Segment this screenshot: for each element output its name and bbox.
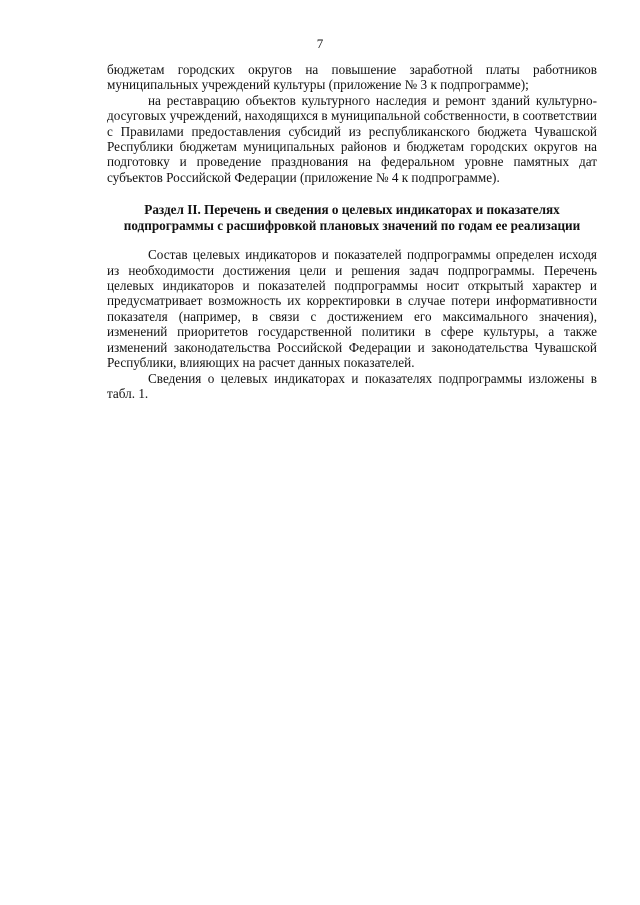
- section-heading: [107, 202, 597, 234]
- paragraph-subsidy-restoration: на реставрацию объектов культурного наследия и ремонт зданий культурно-досуговых учреждений, находящихся в муниципальной собственности, в соответствии с Правилами предоставления субсидий из республиканского бюджета Чувашской Республики бюджетам муниципальных районов и бюджетам городских округов на подготовку и проведение празднования на федеральном уровне памятных дат субъектов Российской Федерации (приложение № 4 к подпрограмме).: [107, 92, 597, 185]
- section-heading-line-2: подпрограммы с расшифровкой плановых значений по годам ее реализации: [123, 218, 581, 234]
- paragraph-subsidy-salary: бюджетам городских округов на повышение заработной платы работников муниципальных учреждений культуры (приложение № 3 к подпрограмме);: [107, 62, 597, 93]
- section-heading-line-1: Раздел II. Перечень и сведения о целевых индикаторах и показателях: [144, 202, 560, 218]
- paragraph-indicators-table-reference: Сведения о целевых индикаторах и показателях подпрограммы изложены в табл. 1.: [107, 370, 597, 401]
- paragraph-indicators-composition: Состав целевых индикаторов и показателей подпрограммы определен исходя из необходимости достижения цели и решения задач подпрограммы. Перечень целевых индикаторов и показателей подпрограммы носит открытый характер и предусматривает возможность их корректировки в случае потери информативности показателя (например, в связи с достижением его максимального значения), изменений приоритетов государственной политики в сфере культуры, а также изменений законодательства Российской Федерации и законодательства Чувашской Республики, влияющих на расчет данных показателей.: [107, 247, 597, 371]
- page-body: [107, 62, 597, 401]
- page-number: 7: [316, 36, 324, 51]
